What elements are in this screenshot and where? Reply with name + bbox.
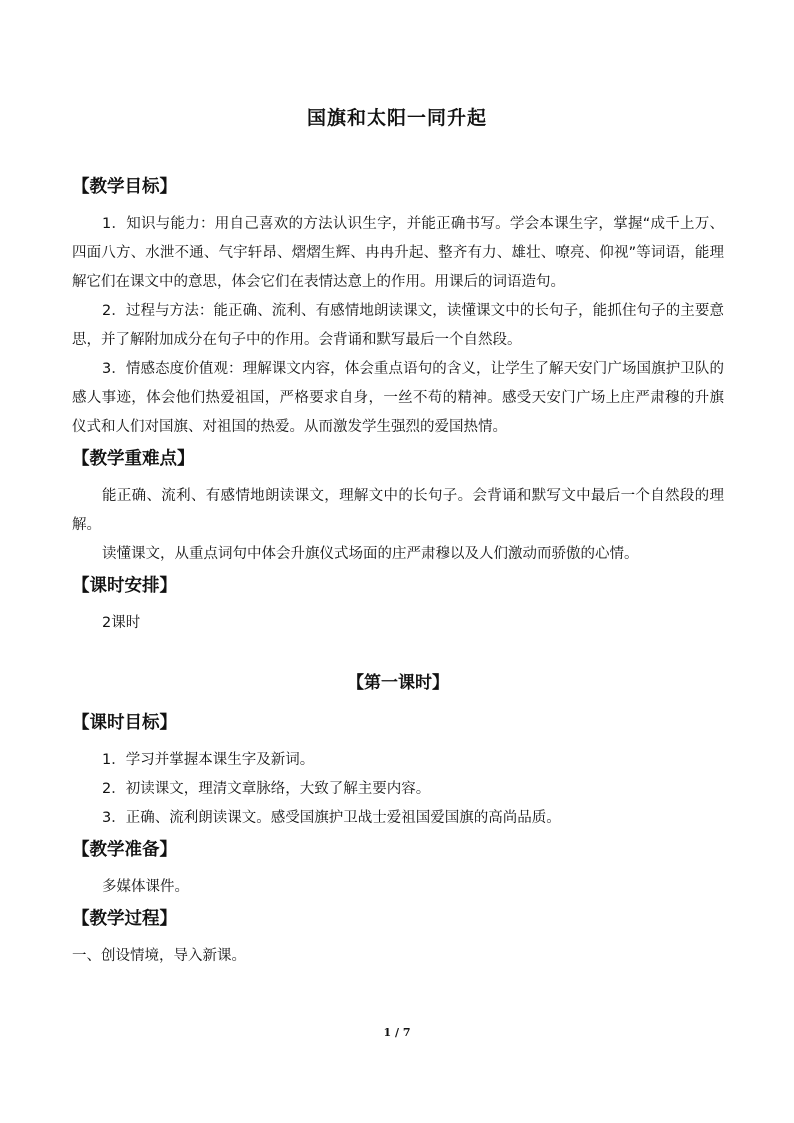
section-heading-schedule: 【课时安排】 (72, 576, 177, 596)
key-paragraph-2: 读懂课文，从重点词句中体会升旗仪式场面的庄严肃穆以及人们激动而骄傲的心情。 (102, 546, 639, 562)
page-number: 1 / 7 (383, 1026, 411, 1039)
document-body (72, 170, 724, 971)
key-paragraph-1: 能正确、流利、有感情地朗读课文，理解文中的长句子。会背诵和默写文中最后一个自然段的理解。 (72, 488, 724, 533)
goal-paragraph-2: 2．过程与方法：能正确、流利、有感情地朗读课文，读懂课文中的长句子，能抓住句子的主要意思，并了解附加成分在句子中的作用。会背诵和默写最后一个自然段。 (72, 303, 724, 348)
lesson-goal-1: 1．学习并掌握本课生字及新词。 (102, 752, 315, 768)
section-heading-preparation: 【教学准备】 (72, 840, 177, 860)
lesson-one-heading: 【第一课时】 (347, 673, 449, 693)
process-step-1: 一、创设情境，导入新课。 (72, 948, 246, 964)
page-title: 国旗和太阳一同升起 (306, 107, 487, 129)
goal-paragraph-1: 1．知识与能力：用自己喜欢的方法认识生字，并能正确书写。学会本课生字，掌握“成千上万、四面八方、水泄不通、气宇轩昂、熠熠生辉、冉冉升起、整齐有力、雄壮、嘹亮、仰视”等词语，能理解它们在课文中的意思，体会它们在表情达意上的作用。用课后的词语造句。 (72, 216, 724, 290)
lesson-goal-2: 2．初读课文，理清文章脉络，大致了解主要内容。 (102, 781, 431, 797)
schedule-text: 2课时 (102, 615, 141, 631)
section-heading-process: 【教学过程】 (72, 909, 177, 929)
lesson-goal-3: 3．正确、流利朗读课文。感受国旗护卫战士爱祖国爱国旗的高尚品质。 (102, 810, 561, 826)
preparation-text: 多媒体课件。 (102, 879, 189, 895)
goal-paragraph-3: 3．情感态度价值观：理解课文内容，体会重点语句的含义，让学生了解天安门广场国旗护卫队的感人事迹，体会他们热爱祖国，严格要求自身，一丝不苟的精神。感受天安门广场上庄严肃穆的升旗仪式和人们对国旗、对祖国的热爱。从而激发学生强烈的爱国热情。 (72, 361, 724, 435)
section-heading-lesson-goals: 【课时目标】 (72, 713, 177, 733)
section-heading-teaching-goals: 【教学目标】 (72, 177, 177, 197)
section-heading-key-points: 【教学重难点】 (72, 449, 195, 469)
